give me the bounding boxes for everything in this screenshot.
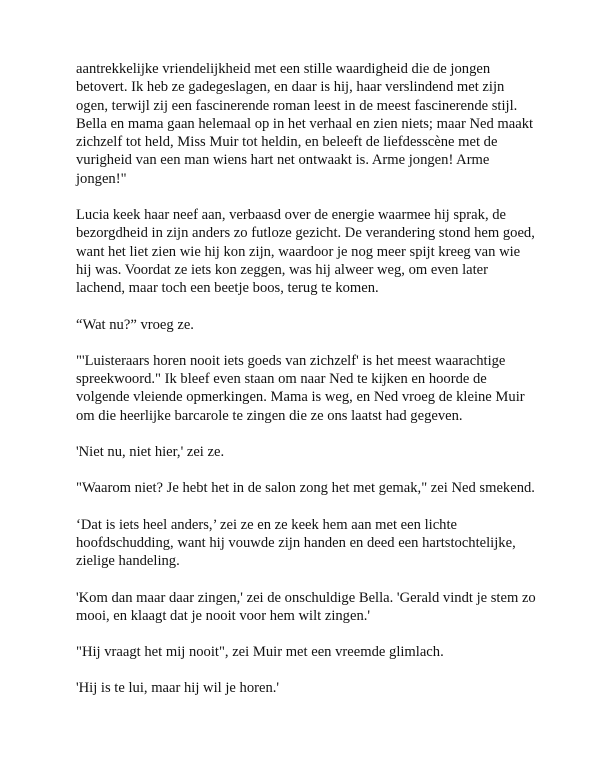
paragraph-8: 'Kom dan maar daar zingen,' zei de onschuldige Bella. 'Gerald vindt je stem zo mooi, en klaagt dat je nooit voor hem wilt zingen.' [76,589,536,624]
paragraph-6: "Waarom niet? Je hebt het in de salon zong het met gemak," zei Ned smekend. [76,480,535,497]
paragraph-5: 'Niet nu, niet hier,' zei ze. [76,444,225,461]
paragraph-9: "Hij vraagt het mij nooit", zei Muir met een vreemde glimlach. [76,644,444,661]
paragraph-2: Lucia keek haar neef aan, verbaasd over de energie waarmee hij sprak, de bezorgdheid in zijn anders zo futloze gezicht. De verandering stond hem goed, want het liet zien wie hij kon zijn, waardoor je nog meer spijt kreeg van wie hij was. Voordat ze iets kon zeggen, was hij alweer weg, om even later lachend, maar toch een beetje boos, terug te komen. [76,207,535,297]
paragraph-4: "'Luisteraars horen nooit iets goeds van zichzelf' is het meest waarachtige spreekwoord." Ik bleef even staan om naar Ned te kijken en hoorde de volgende vleiende opmerkingen. Mama is weg, en Ned vroeg de kleine Muir om die heerlijke barcarole te zingen die ze ons laatst had gegeven. [76,352,525,424]
paragraph-10: 'Hij is te lui, maar hij wil je horen.' [76,680,280,697]
paragraph-1: aantrekkelijke vriendelijkheid met een stille waardigheid die de jongen betovert. Ik heb ze gadegeslagen, en daar is hij, haar verslindend met zijn ogen, terwijl zij een fascinerende roman leest in de meest fascinerende stijl. Bella en mama gaan helemaal op in het verhaal en zien niets; maar Ned maakt zichzelf tot held, Miss Muir tot heldin, en beleeft de liefdesscène met de vurigheid van een man wiens hart net ontwaakt is. Arme jongen! Arme jongen!" [76,61,534,187]
paragraph-3: “Wat nu?” vroeg ze. [76,316,194,333]
paragraph-7: ‘Dat is iets heel anders,’ zei ze en ze keek hem aan met een lichte hoofdschudding, want hij vouwde zijn handen en deed een hartstochtelijke, zielige handeling. [76,516,516,570]
document-page [76,60,538,716]
